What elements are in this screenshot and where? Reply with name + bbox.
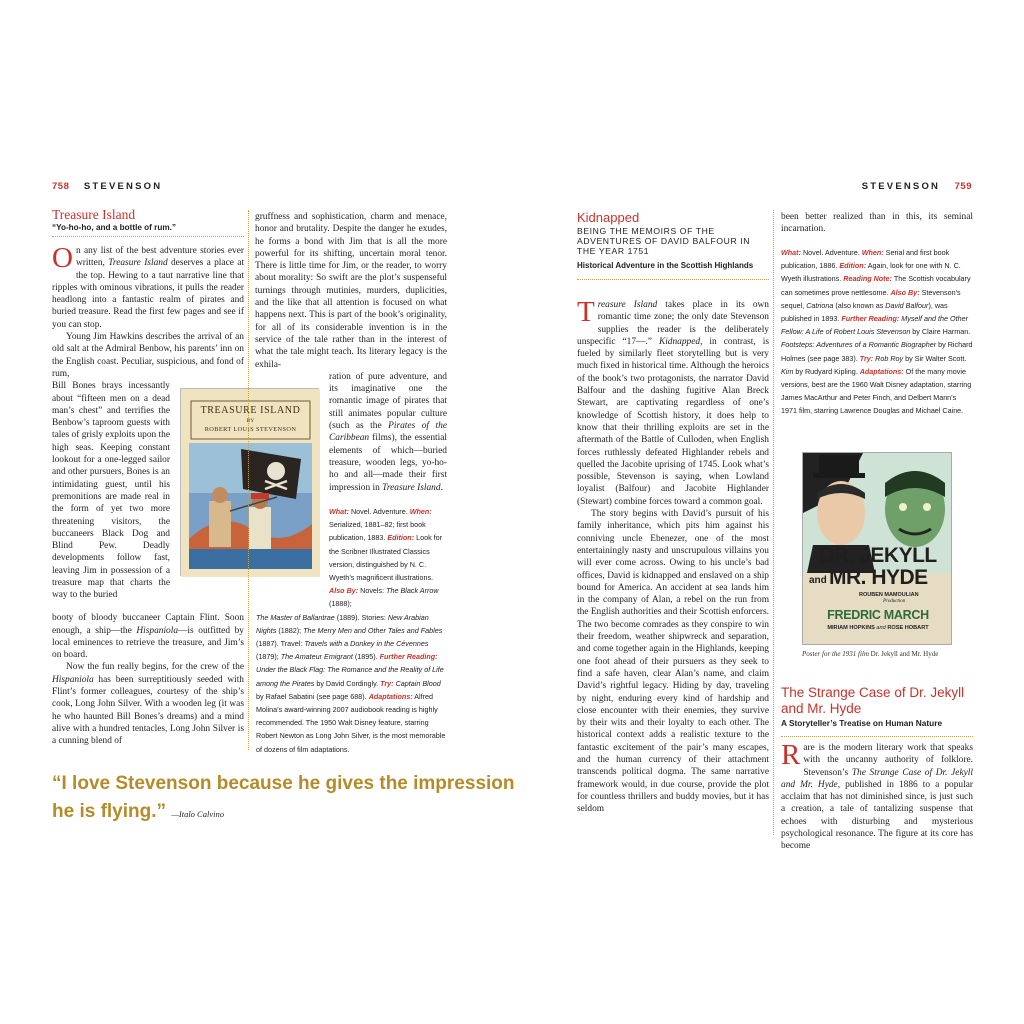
kidnapped-title: Kidnapped [577, 210, 640, 225]
jekyll-tagline: A Storyteller’s Treatise on Human Nature [781, 718, 973, 737]
text-run: has been surreptitiously seeded with Flint’s former colleagues, courtesy of the ship’s cook, Long John Silver. With a wooden leg (it was he who haunted Bill Bones’s dreams) and a mind alive with a hundred tentacles, Long John Silver is a cunning blend of [52, 674, 244, 747]
text-run: , in contrast, is fueled by similarly fleet storytelling but is very much fixed in historical time. Although the heroics of the book’s two protagonists, the narrator David Balfour and the dashing fugitive Alan Breck Stewart, are captivating regardless of one’s knowledge of Scottish history, it does help to know that their thrilling exploits are set in the aftermath of the Battle of Culloden, when English forces ruthlessly defeated Highlander rebels and quelled the Jacobite uprising of 1745. Look what’s possible, Stevenson is saying, when Lowland loyalist (Balfour) and Jacobite Highlander (Stewart) combine forces toward a common goal. [577, 336, 769, 507]
cover-title: TREASURE ISLAND [200, 405, 301, 416]
costar-1: MIRIAM HOPKINS [827, 625, 875, 631]
title-italic: The Amateur Emigrant [280, 652, 353, 662]
page-number-right: 759 [954, 181, 972, 192]
cover-author: ROBERT LOUIS STEVENSON [204, 426, 297, 433]
text-run: (1895). [352, 652, 380, 662]
text-run: booty of bloody buccaneer Captain Flint. Soon enough, a ship—the [52, 613, 244, 636]
text-run: by Richard Holmes (see page 383). [781, 340, 973, 363]
info-label-adaptations: Adaptations: [368, 691, 413, 701]
treasure-island-paragraph-3 [52, 661, 244, 747]
poster-star: FREDRIC MARCH [827, 608, 929, 622]
poster-producer: ROUBEN MAMOULIAN [859, 592, 919, 598]
text-run: Again, look for one with N. C. Wyeth illustrations. [781, 261, 961, 284]
info-label-try: Try: [380, 678, 394, 688]
info-label-also-by: Also By: [329, 586, 359, 596]
poster-title-line-1: DR. JEKYLL [819, 544, 937, 567]
column-divider [248, 210, 249, 750]
info-full [256, 611, 448, 756]
book-title-italic: reasure Island [597, 300, 658, 310]
poster-title-line-2: MR. HYDE [829, 566, 928, 589]
title-italic: The Merry Men and Other Tales and Fables [303, 625, 443, 635]
text-run: films), the essential elements of which—buried treasure, wooden legs, yo-ho-ho and all—made their first impression in [329, 433, 447, 493]
info-label-try: Try: [859, 353, 874, 363]
title-italic: Captain Blood [395, 678, 441, 688]
jekyll-column [781, 739, 973, 853]
poster-caption [802, 650, 972, 658]
jekyll-paragraph-1 [781, 739, 973, 853]
kidnapped-tagline: Historical Adventure in the Scottish Highlands [577, 260, 769, 280]
dropcap-o: O [52, 242, 73, 274]
text-run: . [440, 482, 443, 493]
treasure-island-paragraph-2-bottom [52, 612, 244, 661]
text-run: Novels: [358, 586, 387, 596]
text-run: ration of pure adventure, and its imaginative one the romantic image of pirates that still animates popular culture (such as the [329, 371, 447, 432]
kidnapped-column-2 [781, 211, 973, 236]
text-run: Novel. Adventure. [348, 507, 410, 516]
info-label-further-reading: Further Reading: [841, 314, 900, 324]
kidnapped-column-1 [577, 296, 769, 815]
text-run: deserves a place at the top. Hewing to a taut narrative line that ripples with ominous vibrations, it pulls the reader headlong into a fantastic realm of pirates and buried treasure. Read the first few pages and see if you can stop. [52, 258, 244, 330]
kidnapped-col2-top: been better realized than in this, its seminal incarnation. [781, 212, 973, 235]
title-italic: Rob Roy [875, 353, 904, 363]
page-number-left: 758 [52, 181, 70, 192]
title-italic: Travels with a Donkey in the Cévennes [304, 639, 429, 649]
title-italic: Kim [781, 366, 794, 376]
cover-by: BY [246, 418, 255, 424]
running-head-title-right: STEVENSON [861, 181, 941, 192]
text-run: Serial and first book publication, 1886. [781, 248, 950, 271]
text-run: (1889). Stories: [334, 612, 388, 622]
info-label-reading-note: Reading Note: [843, 274, 892, 284]
info-label-what: What: [781, 248, 801, 257]
info-label-further-reading: Further Reading: [379, 652, 438, 662]
jekyll-title: The Strange Case of Dr. Jekyll and Mr. Hyde [781, 685, 965, 716]
text-run: by Rafael Sabatini (see page 688). [256, 691, 369, 701]
poster-costars [803, 625, 952, 631]
ship-name-italic: Hispaniola [52, 674, 94, 685]
text-run: Stevenson’s sequel, [781, 287, 961, 310]
text-run: (1879); [256, 652, 281, 662]
text-run: Look for the Scribner Illustrated Classics version, distinguished by N. C. Wyeth’s magnificent illustrations. [329, 533, 443, 583]
title-italic: Footsteps: Adventures of a Romantic Biographer [781, 340, 937, 350]
costar-2: ROSE HOBART [887, 625, 929, 631]
info-label-what: What: [329, 507, 349, 516]
info-label-edition: Edition: [839, 261, 867, 271]
jekyll-hyde-poster [802, 452, 952, 645]
text-run: —is outfitted by local eminences to retrieve the treasure, and Jim’s on board. [52, 625, 244, 661]
kidnapped-subtitle: BEING THE MEMOIRS OF THE ADVENTURES OF DAVID BALFOUR IN THE YEAR 1751 [577, 226, 751, 257]
treasure-island-column-2 [255, 211, 447, 494]
text-run: by David Cordingly. [314, 678, 381, 688]
quote-close-mark: ” [156, 801, 167, 822]
text-run: Now the fun really begins, for the crew of the [66, 662, 244, 673]
running-head-title-left: STEVENSON [83, 181, 163, 192]
quote-text: I love Stevenson because he gives the impression he is flying. [52, 773, 515, 822]
ship-name-italic: Hispaniola [136, 625, 179, 636]
text-run: Alfred Molina’s award-winning 2007 audiobook reading is highly recommended. The 1950 Walt Disney feature, starring Robert Newton as Long John Silver, is the most memorable of dozens of film adaptations. [256, 691, 446, 754]
text-run: are is the modern literary work that speaks with the uncanny authority of folklore. Stevenson’s [803, 743, 973, 778]
running-head-left [52, 181, 162, 192]
treasure-island-title: Treasure Island [52, 207, 136, 222]
kidnapped-info [781, 246, 973, 418]
text-run: ), was published in 1893. [781, 300, 948, 324]
info-label-edition: Edition: [387, 533, 415, 543]
kidnapped-header [577, 210, 769, 280]
info-label-adaptations: Adaptations: [859, 366, 904, 376]
title-italic: Myself and the Other Fellow: A Life of Robert Louis Stevenson [781, 314, 968, 337]
book-title-italic: The Strange Case of Dr. Jekyll and Mr. Hyde [781, 767, 973, 790]
info-label-when: When: [409, 507, 432, 516]
text-run: by Sir Walter Scott. [903, 353, 967, 363]
poster-and: and [809, 575, 827, 586]
jekyll-header [781, 685, 973, 737]
text-run: Novel. Adventure. [800, 248, 862, 257]
info-narrow [329, 505, 448, 611]
treasure-island-col2-narrow [329, 371, 447, 494]
text-run: , published in 1886 to a popular acclaim that has not diminished since, is just such a creation, a tale of tantalizing suspense that echoes with disturbing and mysterious psychological resonance. The figure at its core has become [781, 779, 973, 852]
dropcap-t: T [577, 296, 595, 328]
treasure-island-info [256, 505, 448, 756]
book-title-italic: Treasure Island [382, 482, 441, 493]
text-run: n any list of the best adventure stories ever written, [75, 246, 244, 269]
text-run: Serialized, 1881–82; first book publication, 1883. [329, 520, 426, 543]
poster-production: Production [883, 599, 906, 604]
title-italic: New Arabian Nights [256, 612, 429, 635]
kidnapped-paragraph-1 [577, 296, 769, 508]
treasure-island-col2-top: gruffness and sophistication, charm and menace, honor and brutality. Despite the danger he exudes, he forms a bond with Jim that is all the more powerful for its shifting, uncertain moral tenor. There is little time for Jim, or the reader, to worry about morality: So swift are the plot’s suspenseful turnings through mutinies, murders, duplicities, and the like that all attention is focused on what happens next. This is part of the book’s originality, for all of its considerable invention is in the service of the tale rather than in the interest of what the tale might teach. Its literary legacy is the exhila- [255, 212, 447, 370]
running-head-right [862, 181, 972, 192]
treasure-island-paragraph-1 [52, 242, 244, 331]
text-run: The Scottish vocabulary can sometimes prove nettlesome. [781, 274, 971, 297]
book-title-italic: Treasure Island [108, 258, 168, 269]
treasure-island-paragraph-2-top: Young Jim Hawkins describes the arrival of an old salt at the Admiral Benbow, his parents’ inn on the English coast. Peculiar, suspicious, and fond of rum, [52, 332, 244, 379]
text-run: Of the many movie versions, best are the 1960 Walt Disney adaptation, starring James MacArthur and Peter Finch, and Delbert Mann’s 1971 film, starring Lawrence Douglas and Michael Caine. [781, 366, 972, 416]
text-run: by Rudyard Kipling. [793, 366, 860, 376]
treasure-island-tagline: “Yo-ho-ho, and a bottle of rum.” [52, 222, 244, 237]
text-run: (1888); [329, 599, 352, 609]
costar-and: and [876, 625, 886, 631]
info-label-also-by: Also By: [890, 287, 920, 297]
title-italic: David Balfour [885, 300, 929, 310]
text-run: (1887). Travel: [256, 639, 305, 649]
quote-open-mark: “ [52, 773, 62, 794]
film-title-italic: Pirates of the Caribbean [329, 421, 448, 444]
title-italic: The Black Arrow [386, 586, 439, 596]
info-label-when: When: [861, 248, 884, 257]
text-run: (1882); [276, 625, 304, 635]
text-run: Poster for the 1931 film [802, 650, 871, 658]
title-italic: The Master of Ballantrae [256, 612, 335, 622]
title-italic: Under the Black Flag: The Romance and the Reality of Life among the Pirates [256, 665, 444, 688]
book-title-italic: Kidnapped [658, 336, 701, 347]
film-title: Dr. Jekyll and Mr. Hyde [870, 650, 939, 658]
title-italic: Catriona [806, 300, 834, 310]
text-run: (also known as [833, 300, 886, 310]
text-run: takes place in its own romantic time zone; the only date Stevenson supplies the reader is the deliberately unspecific “17—.” [577, 300, 769, 347]
column-divider [773, 210, 774, 835]
quote-attribution: —Italo Calvino [171, 809, 224, 819]
dropcap-r: R [781, 739, 801, 771]
kidnapped-paragraph-2: The story begins with David’s pursuit of his family inheritance, which pits him against his conniving uncle Ebenezer, one of the most entertainingly nasty and unscrupulous villains you will ever come across. Owing to his uncle’s bad offices, David is kidnapped and enslaved on a ship bound for America. An accident at sea lands him in the company of Alan, a rebel on the run from the English authorities and their Scottish enforcers. The two become comrades as they conspire to win their freedom, weather shipwreck and separation, and come together again in the Highlands, keeping one foot ahead of their pursuers as they seek to find a safe haven, clear Alan’s name, and claim David’s rightful legacy. Hiding by day, traveling by night, enduring every kind of hardship and close encounter with their enemies, they survive by their wits and their loyalty to each other. The historical context adds a realistic texture to the fantastic excitement of the pair’s many escapes, and the human currency of their attachment transcends political dogma. The same narrative framework would, in due course, provide the plot for countless thrillers and buddy movies, but it has seldom [577, 509, 769, 815]
pull-quote [52, 770, 522, 828]
treasure-island-paragraph-2-narrow: Bill Bones brays incessantly about “fifteen men on a dead man’s chest” and terrifies the Benbow’s taproom guests with tales of grisly exploits upon the high seas. Keeping constant lookout for a one-legged sailor and other pursuers, Bones is an intimidating guest, until his premonitions are made real in the form of yet two more threatening visitors, the buccaneers Black Dog and Blind Pew. Deadly developments follow fast, leaving Jim in possession of a treasure map that charts the way to the buried [52, 381, 170, 601]
text-run: by Claire Harman. [910, 327, 971, 337]
